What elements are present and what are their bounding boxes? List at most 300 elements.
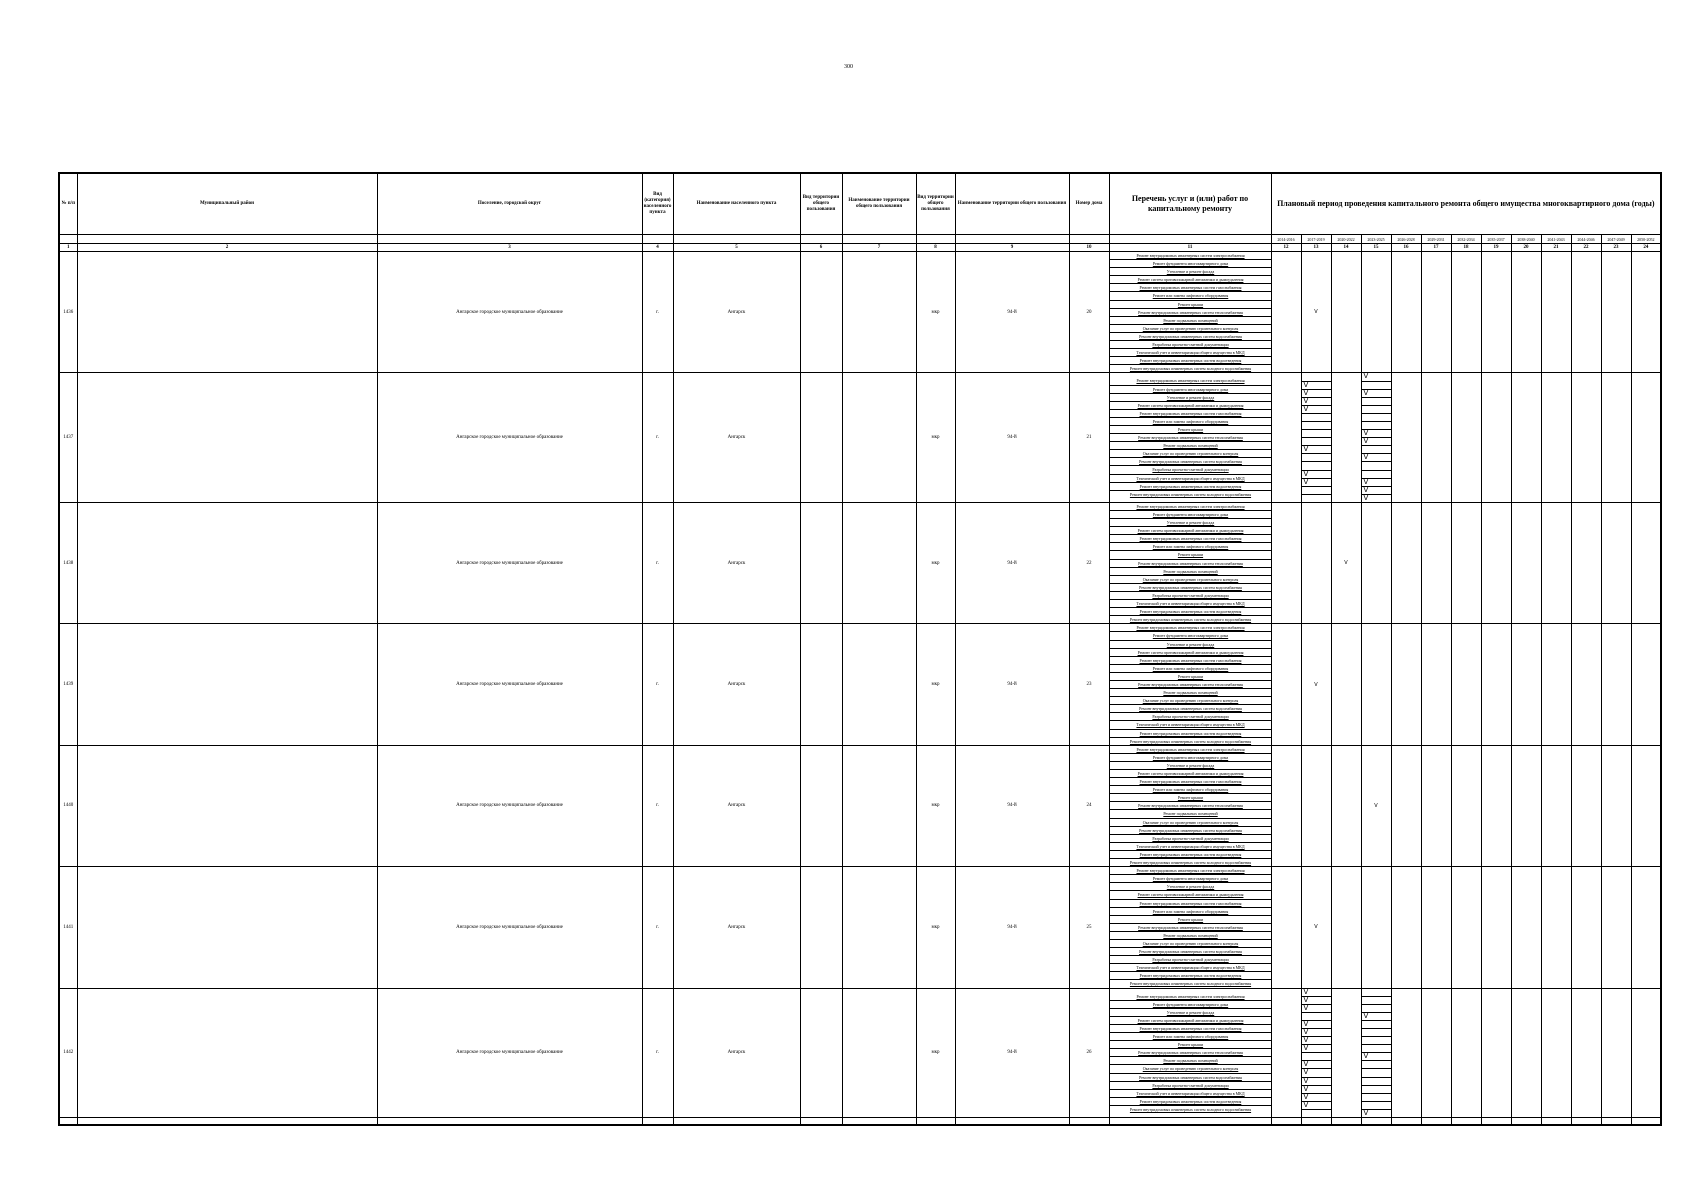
- work-item: Ремонт внутридомовых инженерных систем водоотведения: [1110, 608, 1271, 616]
- work-item: Ремонт систем противопожарной автоматики и дымоудаления: [1110, 649, 1271, 657]
- period-header: 2026-2028: [1391, 235, 1421, 244]
- period-mark: [1271, 252, 1301, 373]
- period-mark: [1331, 624, 1361, 745]
- works-list-cell: [1109, 988, 1271, 1118]
- period-mark: [1451, 867, 1481, 988]
- settlement-cell: Ангарское городское муниципальное образование: [377, 502, 642, 623]
- period-mark: [1391, 624, 1421, 745]
- work-item: Ремонт внутридомовых инженерных систем теплоснабжения: [1110, 681, 1271, 689]
- column-number: 4: [642, 244, 673, 252]
- period-mark: V: [1302, 1005, 1331, 1013]
- period-header: 2035-2037: [1481, 235, 1511, 244]
- period-mark: [1302, 430, 1331, 438]
- period-mark: [1511, 252, 1541, 373]
- period-mark: [1631, 988, 1661, 1118]
- column-number: 13: [1301, 244, 1331, 252]
- period-mark: V: [1302, 446, 1331, 454]
- district-cell: [77, 252, 377, 373]
- continuation-cell: [77, 1118, 377, 1126]
- row-number: 1438: [59, 502, 77, 623]
- work-item: Ремонт внутридомовых инженерных систем холодного водоснабжения: [1129, 860, 1252, 866]
- work-item: Ремонт или замена лифтового оборудования: [1110, 786, 1271, 794]
- street-type-cell: мкр: [916, 502, 955, 623]
- row-number: 1442: [59, 988, 77, 1118]
- street-name-cell: 94-й: [955, 745, 1069, 866]
- period-mark: [1601, 624, 1631, 745]
- work-item: Разработка проектно-сметной документации: [1110, 341, 1271, 349]
- period-mark: [1631, 745, 1661, 866]
- continuation-cell: [377, 1118, 642, 1126]
- continuation-cell: [955, 1118, 1069, 1126]
- work-item: Ремонт систем противопожарной автоматики и дымоудаления: [1110, 276, 1271, 284]
- period-mark: [1631, 624, 1661, 745]
- period-mark: [1481, 867, 1511, 988]
- continuation-cell: [1511, 1118, 1541, 1126]
- work-item: Ремонт внутридомовых инженерных систем холодного водоснабжения: [1129, 366, 1252, 372]
- territory-name-cell: [842, 624, 916, 745]
- continuation-cell: [1301, 1118, 1331, 1126]
- locality-name-cell: Ангарск: [673, 502, 800, 623]
- period-mark: [1631, 867, 1661, 988]
- period-mark: V: [1363, 493, 1369, 502]
- period-mark: [1421, 624, 1451, 745]
- period-mark: [1481, 502, 1511, 623]
- work-item: Ремонт крыши: [1110, 1041, 1271, 1049]
- column-number: 6: [800, 244, 842, 252]
- period-mark: V: [1301, 867, 1331, 988]
- work-item: Ремонт систем противопожарной автоматики и дымоудаления: [1110, 770, 1271, 778]
- period-header: 2029-2031: [1421, 235, 1451, 244]
- period-mark: V: [1362, 479, 1391, 487]
- settlement-cell: Ангарское городское муниципальное образование: [377, 988, 642, 1118]
- period-mark: [1541, 252, 1571, 373]
- street-type-cell: мкр: [916, 988, 955, 1118]
- work-item: Ремонт внутридомовых инженерных систем электроснабжения: [1110, 377, 1271, 385]
- period-mark: [1362, 406, 1391, 414]
- continuation-cell: [916, 1118, 955, 1126]
- street-type-cell: мкр: [916, 252, 955, 373]
- column-number: 19: [1481, 244, 1511, 252]
- continuation-cell: [1571, 1118, 1601, 1126]
- work-item: Ремонт внутридомовых инженерных систем газоснабжения: [1110, 284, 1271, 292]
- period-mark: [1601, 373, 1631, 503]
- work-item: Ремонт внутридомовых инженерных систем водоотведения: [1110, 730, 1271, 738]
- period-header: 2020-2022: [1331, 235, 1361, 244]
- continuation-cell: [1481, 1118, 1511, 1126]
- period-mark: [1451, 745, 1481, 866]
- period-mark-stack: [1361, 988, 1391, 1118]
- header-street-name: Наименование территории общего пользования: [955, 173, 1069, 235]
- column-number: 17: [1421, 244, 1451, 252]
- period-header: 2044-2046: [1571, 235, 1601, 244]
- period-mark: [1302, 422, 1331, 430]
- street-type-cell: мкр: [916, 867, 955, 988]
- column-number: 18: [1451, 244, 1481, 252]
- work-item: Ремонт внутридомовых инженерных систем газоснабжения: [1110, 657, 1271, 665]
- period-mark: V: [1302, 1086, 1331, 1094]
- table-body: [59, 235, 1661, 1126]
- period-mark: V: [1362, 1013, 1391, 1021]
- table-row: [59, 745, 1661, 866]
- period-mark: [1301, 745, 1331, 866]
- work-item: Ремонт подвальных помещений: [1110, 317, 1271, 325]
- period-mark: [1391, 988, 1421, 1118]
- period-mark: [1511, 373, 1541, 503]
- territory-type-cell: [800, 624, 842, 745]
- work-item: Ремонт внутридомовых инженерных систем холодного водоснабжения: [1129, 738, 1252, 744]
- period-mark: [1362, 1094, 1391, 1102]
- period-mark: [1511, 502, 1541, 623]
- period-mark: [1421, 252, 1451, 373]
- period-mark: V: [1302, 1102, 1331, 1110]
- period-mark: V: [1302, 1078, 1331, 1086]
- house-number-cell: 25: [1069, 867, 1109, 988]
- period-mark: [1571, 745, 1601, 866]
- territory-name-cell: [842, 745, 916, 866]
- period-mark: V: [1302, 1094, 1331, 1102]
- period-mark: [1391, 867, 1421, 988]
- work-item: Оказание услуг по проведению строительного контроля: [1110, 450, 1271, 458]
- continuation-cell: [1271, 1118, 1301, 1126]
- work-item: Разработка проектно-сметной документации: [1110, 466, 1271, 474]
- work-item: Утепление и ремонт фасада: [1110, 394, 1271, 402]
- period-mark: [1271, 624, 1301, 745]
- header-works: Перечень услуг и (или) работ по капитальному ремонту: [1109, 173, 1271, 235]
- header-settlement: Поселение, городской округ: [377, 173, 642, 235]
- street-type-cell: мкр: [916, 373, 955, 503]
- house-number-cell: 21: [1069, 373, 1109, 503]
- column-number: 15: [1361, 244, 1391, 252]
- work-item: Технический учет и инвентаризация общего имущества в МКД: [1110, 1090, 1271, 1098]
- period-mark: V: [1302, 406, 1331, 414]
- column-number: 9: [955, 244, 1069, 252]
- work-item: Ремонт систем противопожарной автоматики и дымоудаления: [1110, 891, 1271, 899]
- settlement-cell: Ангарское городское муниципальное образование: [377, 745, 642, 866]
- locality-name-cell: Ангарск: [673, 867, 800, 988]
- continuation-cell: [1601, 1118, 1631, 1126]
- work-item: Оказание услуг по проведению строительного контроля: [1110, 576, 1271, 584]
- header-locality-type: Вид (категория) населенного пункта: [642, 173, 673, 235]
- work-item: Технический учет и инвентаризация общего имущества в МКД: [1110, 721, 1271, 729]
- work-item: Ремонт систем противопожарной автоматики и дымоудаления: [1110, 402, 1271, 410]
- period-mark: [1511, 624, 1541, 745]
- territory-type-cell: [800, 373, 842, 503]
- street-name-cell: 94-й: [955, 624, 1069, 745]
- street-type-cell: мкр: [916, 624, 955, 745]
- district-cell: [77, 624, 377, 745]
- territory-name-cell: [842, 252, 916, 373]
- work-item: Ремонт внутридомовых инженерных систем электроснабжения: [1110, 503, 1271, 511]
- work-item: Ремонт или замена лифтового оборудования: [1110, 292, 1271, 300]
- period-mark: V: [1301, 252, 1331, 373]
- period-mark: [1361, 502, 1391, 623]
- territory-name-cell: [842, 502, 916, 623]
- work-item: Ремонт фундамента многоквартирного дома: [1110, 260, 1271, 268]
- house-number-cell: 23: [1069, 624, 1109, 745]
- period-mark: [1362, 989, 1391, 997]
- locality-type-cell: г.: [642, 373, 673, 503]
- header-period: Плановый период проведения капитального ремонта общего имущества многоквартирного дома (годы): [1271, 173, 1661, 235]
- work-item: Утепление и ремонт фасада: [1110, 641, 1271, 649]
- continuation-cell: [1331, 1118, 1361, 1126]
- period-mark: [1391, 252, 1421, 373]
- period-mark: [1571, 867, 1601, 988]
- work-item: Ремонт внутридомовых инженерных систем холодного водоснабжения: [1129, 981, 1252, 987]
- work-item: Разработка проектно-сметной документации: [1110, 1082, 1271, 1090]
- column-number: 20: [1511, 244, 1541, 252]
- work-item: Ремонт систем противопожарной автоматики и дымоудаления: [1110, 1017, 1271, 1025]
- work-item: Ремонт внутридомовых инженерных систем водоснабжения: [1110, 584, 1271, 592]
- work-item: Ремонт внутридомовых инженерных систем газоснабжения: [1110, 900, 1271, 908]
- work-item: Ремонт или замена лифтового оборудования: [1110, 543, 1271, 551]
- street-name-cell: 94-й: [955, 867, 1069, 988]
- period-mark: V: [1302, 989, 1331, 997]
- period-mark: [1331, 252, 1361, 373]
- work-item: Ремонт внутридомовых инженерных систем водоотведения: [1110, 972, 1271, 980]
- table-row: [59, 624, 1661, 745]
- period-mark: [1361, 867, 1391, 988]
- works-list-cell: [1109, 624, 1271, 745]
- period-mark: V: [1302, 1061, 1331, 1069]
- column-number: 1: [59, 244, 77, 252]
- period-mark: [1601, 745, 1631, 866]
- work-item: Ремонт фундамента многоквартирного дома: [1110, 754, 1271, 762]
- continuation-cell: [1391, 1118, 1421, 1126]
- period-mark: V: [1362, 1053, 1391, 1061]
- street-name-cell: 94-й: [955, 502, 1069, 623]
- period-mark: V: [1363, 1108, 1369, 1117]
- column-number: 23: [1601, 244, 1631, 252]
- period-mark: [1541, 745, 1571, 866]
- period-mark: [1511, 745, 1541, 866]
- work-item: Ремонт крыши: [1110, 794, 1271, 802]
- period-mark: [1541, 624, 1571, 745]
- street-name-cell: 94-й: [955, 252, 1069, 373]
- period-mark: V: [1302, 997, 1331, 1005]
- house-number-cell: 24: [1069, 745, 1109, 866]
- work-item: Ремонт фундамента многоквартирного дома: [1110, 1001, 1271, 1009]
- period-mark: [1571, 988, 1601, 1118]
- work-item: Ремонт внутридомовых инженерных систем водоотведения: [1110, 357, 1271, 365]
- header-house-no: Номер дома: [1069, 173, 1109, 235]
- work-item: Ремонт внутридомовых инженерных систем холодного водоснабжения: [1129, 617, 1252, 623]
- period-mark: V: [1362, 487, 1391, 495]
- period-mark: V: [1362, 454, 1391, 462]
- period-mark: [1301, 502, 1331, 623]
- period-mark: [1631, 373, 1661, 503]
- locality-name-cell: Ангарск: [673, 745, 800, 866]
- work-item: Ремонт внутридомовых инженерных систем теплоснабжения: [1110, 802, 1271, 810]
- work-item: Ремонт систем противопожарной автоматики и дымоудаления: [1110, 527, 1271, 535]
- period-mark: [1421, 502, 1451, 623]
- work-item: Ремонт подвальных помещений: [1110, 442, 1271, 450]
- work-item: Ремонт подвальных помещений: [1110, 568, 1271, 576]
- period-mark: [1362, 1021, 1391, 1029]
- works-list-cell: [1109, 252, 1271, 373]
- table-row: [59, 252, 1661, 373]
- period-mark: [1511, 988, 1541, 1118]
- period-mark: [1302, 454, 1331, 462]
- period-mark-stack: [1361, 373, 1391, 503]
- street-type-cell: мкр: [916, 745, 955, 866]
- period-mark: [1362, 462, 1391, 470]
- work-item: Ремонт внутридомовых инженерных систем газоснабжения: [1110, 778, 1271, 786]
- period-mark: [1481, 624, 1511, 745]
- column-number: 2: [77, 244, 377, 252]
- continuation-row: [59, 1118, 1661, 1126]
- period-mark: [1361, 624, 1391, 745]
- period-mark: [1571, 373, 1601, 503]
- territory-name-cell: [842, 373, 916, 503]
- period-mark: [1362, 414, 1391, 422]
- work-item: Ремонт фундамента многоквартирного дома: [1110, 875, 1271, 883]
- locality-name-cell: Ангарск: [673, 624, 800, 745]
- period-mark: [1271, 373, 1301, 503]
- period-mark: [1451, 373, 1481, 503]
- period-mark: [1421, 867, 1451, 988]
- work-item: Технический учет и инвентаризация общего имущества в МКД: [1110, 475, 1271, 483]
- work-item: Разработка проектно-сметной документации: [1110, 713, 1271, 721]
- continuation-cell: [842, 1118, 916, 1126]
- work-item: Ремонт или замена лифтового оборудования: [1110, 418, 1271, 426]
- column-number: 12: [1271, 244, 1301, 252]
- period-mark: [1331, 373, 1361, 503]
- period-mark: [1362, 1037, 1391, 1045]
- work-item: Ремонт крыши: [1110, 551, 1271, 559]
- work-item: Ремонт внутридомовых инженерных систем водоотведения: [1110, 851, 1271, 859]
- work-item: Ремонт внутридомовых инженерных систем газоснабжения: [1110, 410, 1271, 418]
- work-item: Ремонт внутридомовых инженерных систем водоснабжения: [1110, 458, 1271, 466]
- work-item: Ремонт внутридомовых инженерных систем водоснабжения: [1110, 827, 1271, 835]
- work-item: Ремонт внутридомовых инженерных систем водоотведения: [1110, 483, 1271, 491]
- work-item: Ремонт внутридомовых инженерных систем водоснабжения: [1110, 1074, 1271, 1082]
- work-item: Ремонт внутридомовых инженерных систем водоснабжения: [1110, 705, 1271, 713]
- row-number: 1441: [59, 867, 77, 988]
- work-item: Ремонт внутридомовых инженерных систем газоснабжения: [1110, 535, 1271, 543]
- period-mark: [1391, 373, 1421, 503]
- territory-type-cell: [800, 745, 842, 866]
- column-number: 7: [842, 244, 916, 252]
- header-street-type: Вид территории общего пользования: [916, 173, 955, 235]
- period-mark: V: [1301, 624, 1331, 745]
- work-item: Ремонт крыши: [1110, 301, 1271, 309]
- period-header: 2017-2019: [1301, 235, 1331, 244]
- period-mark: [1362, 1086, 1391, 1094]
- period-mark: [1541, 373, 1571, 503]
- period-mark: V: [1361, 745, 1391, 866]
- work-item: Технический учет и инвентаризация общего имущества в МКД: [1110, 964, 1271, 972]
- period-header: 2047-2049: [1601, 235, 1631, 244]
- table-row: [59, 867, 1661, 988]
- continuation-cell: [1069, 1118, 1109, 1126]
- period-mark: V: [1302, 1037, 1331, 1045]
- period-mark: [1331, 988, 1361, 1118]
- work-item: Разработка проектно-сметной документации: [1110, 956, 1271, 964]
- work-item: Разработка проектно-сметной документации: [1110, 592, 1271, 600]
- work-item: Оказание услуг по проведению строительного контроля: [1110, 940, 1271, 948]
- period-mark: [1451, 624, 1481, 745]
- period-mark: [1271, 867, 1301, 988]
- row-number: 1440: [59, 745, 77, 866]
- work-item: Утепление и ремонт фасада: [1110, 762, 1271, 770]
- work-item: Разработка проектно-сметной документации: [1110, 835, 1271, 843]
- house-number-cell: 20: [1069, 252, 1109, 373]
- period-header: 2032-2034: [1451, 235, 1481, 244]
- work-item: Ремонт внутридомовых инженерных систем электроснабжения: [1110, 867, 1271, 875]
- works-list-cell: [1109, 502, 1271, 623]
- work-item: Ремонт внутридомовых инженерных систем электроснабжения: [1110, 746, 1271, 754]
- period-mark: [1511, 867, 1541, 988]
- work-item: Ремонт подвальных помещений: [1110, 932, 1271, 940]
- table-row: [59, 988, 1661, 1118]
- work-item: Ремонт внутридомовых инженерных систем электроснабжения: [1110, 624, 1271, 632]
- work-item: Ремонт фундамента многоквартирного дома: [1110, 386, 1271, 394]
- period-mark: [1302, 487, 1331, 495]
- period-mark: [1631, 502, 1661, 623]
- locality-type-cell: г.: [642, 502, 673, 623]
- district-cell: [77, 988, 377, 1118]
- header-no: № п/п: [59, 173, 77, 235]
- continuation-cell: [1109, 1118, 1271, 1126]
- column-number: 14: [1331, 244, 1361, 252]
- street-name-cell: 94-й: [955, 988, 1069, 1118]
- period-mark: [1362, 997, 1391, 1005]
- period-mark: [1571, 502, 1601, 623]
- district-cell: [77, 745, 377, 866]
- row-number: 1436: [59, 252, 77, 373]
- column-number: 3: [377, 244, 642, 252]
- work-item: Ремонт внутридомовых инженерных систем газоснабжения: [1110, 1025, 1271, 1033]
- works-list-cell: [1109, 745, 1271, 866]
- work-item: Ремонт крыши: [1110, 673, 1271, 681]
- continuation-cell: [1421, 1118, 1451, 1126]
- works-list-cell: [1109, 867, 1271, 988]
- page-number: 300: [844, 64, 853, 70]
- period-mark: [1302, 1110, 1331, 1117]
- period-mark: V: [1302, 471, 1331, 479]
- locality-type-cell: г.: [642, 624, 673, 745]
- period-mark: V: [1302, 1045, 1331, 1053]
- period-mark: V: [1302, 1029, 1331, 1037]
- period-mark: [1541, 867, 1571, 988]
- period-header: 2023-2025: [1361, 235, 1391, 244]
- period-mark: [1391, 502, 1421, 623]
- work-item: Ремонт внутридомовых инженерных систем теплоснабжения: [1110, 309, 1271, 317]
- work-item: Ремонт или замена лифтового оборудования: [1110, 1033, 1271, 1041]
- period-mark: [1362, 1069, 1391, 1077]
- period-mark: [1571, 252, 1601, 373]
- table-row: [59, 502, 1661, 623]
- work-item: Технический учет и инвентаризация общего имущества в МКД: [1110, 843, 1271, 851]
- work-item: Оказание услуг по проведению строительного контроля: [1110, 325, 1271, 333]
- work-item: Оказание услуг по проведению строительного контроля: [1110, 819, 1271, 827]
- period-mark: [1451, 502, 1481, 623]
- period-mark: [1271, 502, 1301, 623]
- period-mark: [1421, 745, 1451, 866]
- work-item: Ремонт внутридомовых инженерных систем электроснабжения: [1110, 252, 1271, 260]
- district-cell: [77, 373, 377, 503]
- locality-type-cell: г.: [642, 867, 673, 988]
- work-item: Ремонт внутридомовых инженерных систем теплоснабжения: [1110, 560, 1271, 568]
- period-mark: [1362, 398, 1391, 406]
- period-mark: V: [1362, 373, 1391, 381]
- period-mark: V: [1362, 430, 1391, 438]
- period-mark: V: [1302, 398, 1331, 406]
- continuation-cell: [59, 1118, 77, 1126]
- period-mark-stack: [1301, 373, 1331, 503]
- continuation-cell: [1541, 1118, 1571, 1126]
- period-header: 2041-2043: [1541, 235, 1571, 244]
